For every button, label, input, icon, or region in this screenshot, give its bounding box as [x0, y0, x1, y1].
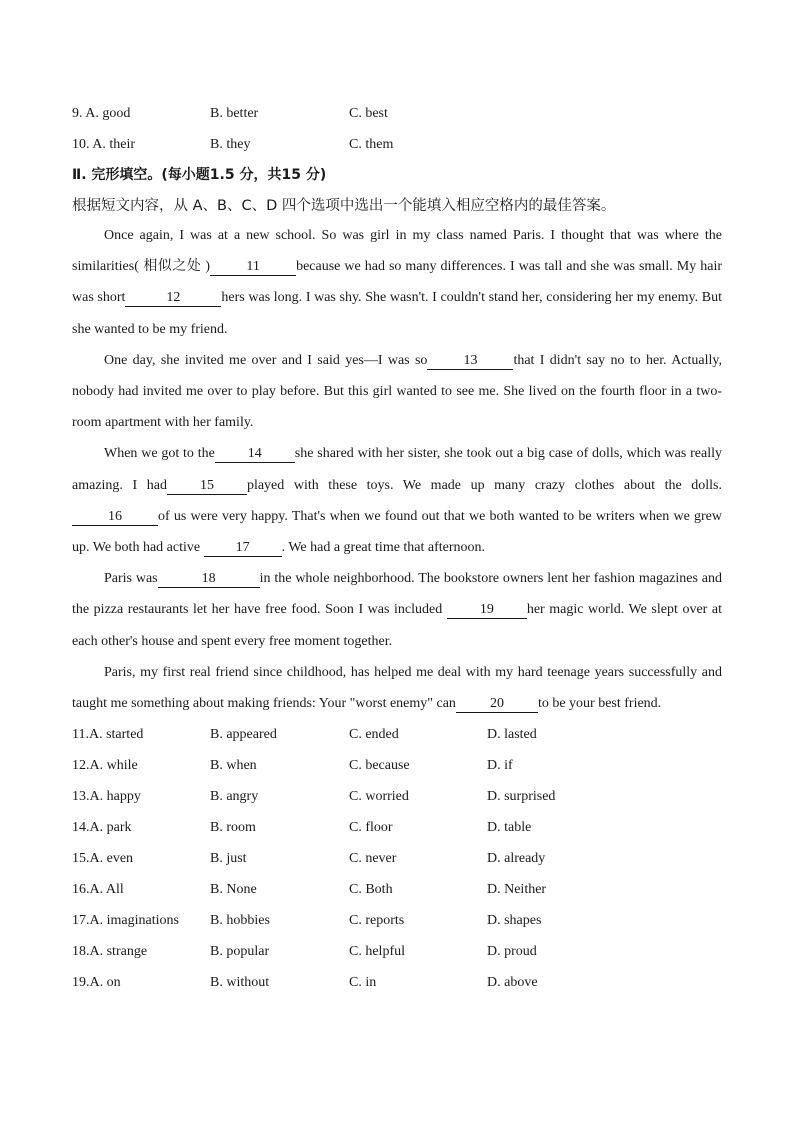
- option-a[interactable]: 18.A. strange: [72, 943, 148, 959]
- section-instruction: 根据短文内容，从 A、B、C、D 四个选项中选出一个能填入相应空格内的最佳答案。: [72, 197, 616, 214]
- option-a[interactable]: 12.A. while: [72, 757, 138, 773]
- option-a: 10. A. their: [72, 136, 135, 152]
- option-d[interactable]: D. proud: [487, 943, 537, 959]
- option-c[interactable]: C. reports: [349, 912, 405, 928]
- paragraph-3: [72, 438, 722, 563]
- option-b: B. better: [210, 105, 259, 121]
- question-row-14: [72, 812, 722, 843]
- option-c: C. them: [349, 136, 394, 152]
- text: ): [205, 259, 211, 275]
- option-a[interactable]: 16.A. All: [72, 881, 124, 897]
- paragraph-4: [72, 563, 722, 657]
- text: she shared with her sister, she took out a big case of dolls, which was really amazing. I had: [72, 446, 722, 493]
- text: Paris, my first real friend since childhood, has helped me deal with my hard teenage years successfully and taught me something about making friends: Your "worst enemy" can: [72, 664, 722, 712]
- blank-20[interactable]: 20: [456, 696, 538, 713]
- option-d[interactable]: D. Neither: [487, 881, 547, 897]
- blank-11[interactable]: 11: [210, 259, 296, 276]
- option-b[interactable]: B. popular: [210, 943, 270, 959]
- option-a[interactable]: 11.A. started: [72, 726, 144, 742]
- question-row-11: [72, 719, 722, 750]
- exam-page: [72, 98, 722, 998]
- text: Paris was: [104, 571, 158, 587]
- text: When we got to the: [104, 446, 215, 462]
- option-d[interactable]: D. if: [487, 757, 513, 773]
- option-b[interactable]: B. appeared: [210, 726, 277, 742]
- option-c[interactable]: C. never: [349, 850, 397, 866]
- question-options: [72, 719, 722, 998]
- chinese-gloss: 相似之处: [142, 258, 202, 275]
- cloze-passage: [72, 220, 722, 719]
- option-a[interactable]: 15.A. even: [72, 850, 134, 866]
- option-a[interactable]: 13.A. happy: [72, 788, 141, 804]
- option-c[interactable]: C. helpful: [349, 943, 405, 959]
- option-b[interactable]: B. when: [210, 757, 257, 773]
- option-c[interactable]: C. because: [349, 757, 410, 773]
- option-row-10: [72, 129, 722, 160]
- text: of us were very happy. That's when we found out that we both wanted to be writers when we grew up. We both had active: [72, 508, 722, 556]
- text: One day, she invited me over and I said yes—I was so: [104, 352, 428, 368]
- option-c[interactable]: C. floor: [349, 819, 393, 835]
- option-c[interactable]: C. Both: [349, 881, 393, 897]
- option-b: B. they: [210, 136, 251, 152]
- option-d[interactable]: D. shapes: [487, 912, 542, 928]
- text: hers was long. I was shy. She wasn't. I couldn't stand her, considering her my enemy. But she wanted to be my friend.: [72, 290, 722, 337]
- question-row-19: [72, 967, 722, 998]
- blank-14[interactable]: 14: [215, 446, 295, 463]
- blank-19[interactable]: 19: [447, 602, 527, 619]
- option-d[interactable]: D. lasted: [487, 726, 537, 742]
- option-a[interactable]: 17.A. imaginations: [72, 912, 179, 928]
- section-title: Ⅱ. 完形填空。(每小题1.5 分，共15 分): [72, 167, 327, 183]
- paragraph-1: [72, 220, 722, 345]
- blank-13[interactable]: 13: [427, 353, 513, 370]
- option-b[interactable]: B. hobbies: [210, 912, 270, 928]
- option-d[interactable]: D. above: [487, 974, 538, 990]
- option-a[interactable]: 14.A. park: [72, 819, 132, 835]
- option-a: 9. A. good: [72, 105, 131, 121]
- text: her magic world. We slept over at each other's house and spent every free moment together.: [72, 602, 722, 649]
- text: because we had so many differences. I was tall and she was small. My hair was short: [72, 259, 722, 306]
- option-c: C. best: [349, 105, 388, 121]
- question-row-13: [72, 781, 722, 812]
- blank-16[interactable]: 16: [72, 509, 158, 526]
- option-a[interactable]: 19.A. on: [72, 974, 121, 990]
- option-b[interactable]: B. without: [210, 974, 270, 990]
- option-d[interactable]: D. surprised: [487, 788, 556, 804]
- blank-18[interactable]: 18: [158, 571, 260, 588]
- option-c[interactable]: C. in: [349, 974, 377, 990]
- question-row-16: [72, 874, 722, 905]
- paragraph-5: [72, 657, 722, 719]
- option-c[interactable]: C. worried: [349, 788, 409, 804]
- text: in the whole neighborhood. The bookstore owners lent her fashion magazines and the pizza restaurants let her have free food. Soon I was included: [72, 571, 722, 618]
- paragraph-2: [72, 345, 722, 439]
- blank-12[interactable]: 12: [125, 290, 221, 307]
- option-b[interactable]: B. None: [210, 881, 257, 897]
- option-b[interactable]: B. room: [210, 819, 256, 835]
- text: . We had a great time that afternoon.: [281, 540, 486, 556]
- question-row-15: [72, 843, 722, 874]
- option-b[interactable]: B. angry: [210, 788, 259, 804]
- option-row-9: [72, 98, 722, 129]
- text: to be your best friend.: [537, 696, 662, 712]
- previous-options: [72, 98, 722, 160]
- blank-15[interactable]: 15: [167, 478, 247, 495]
- question-row-18: [72, 936, 722, 967]
- blank-17[interactable]: 17: [204, 540, 282, 557]
- option-d[interactable]: D. table: [487, 819, 532, 835]
- text: Once again, I was at a new school. So was girl in my class named Paris. I thought that was where the similarities(: [72, 228, 722, 275]
- text: played with these toys. We made up many crazy clothes about the dolls.: [246, 477, 723, 493]
- option-b[interactable]: B. just: [210, 850, 247, 866]
- question-row-17: [72, 905, 722, 936]
- question-row-12: [72, 750, 722, 781]
- option-d[interactable]: D. already: [487, 850, 546, 866]
- text: that I didn't say no to her. Actually, nobody had invited me over to play before. But this girl wanted to see me. She lived on the fourth floor in a two-room apartment with her family.: [72, 352, 722, 431]
- option-c[interactable]: C. ended: [349, 726, 399, 742]
